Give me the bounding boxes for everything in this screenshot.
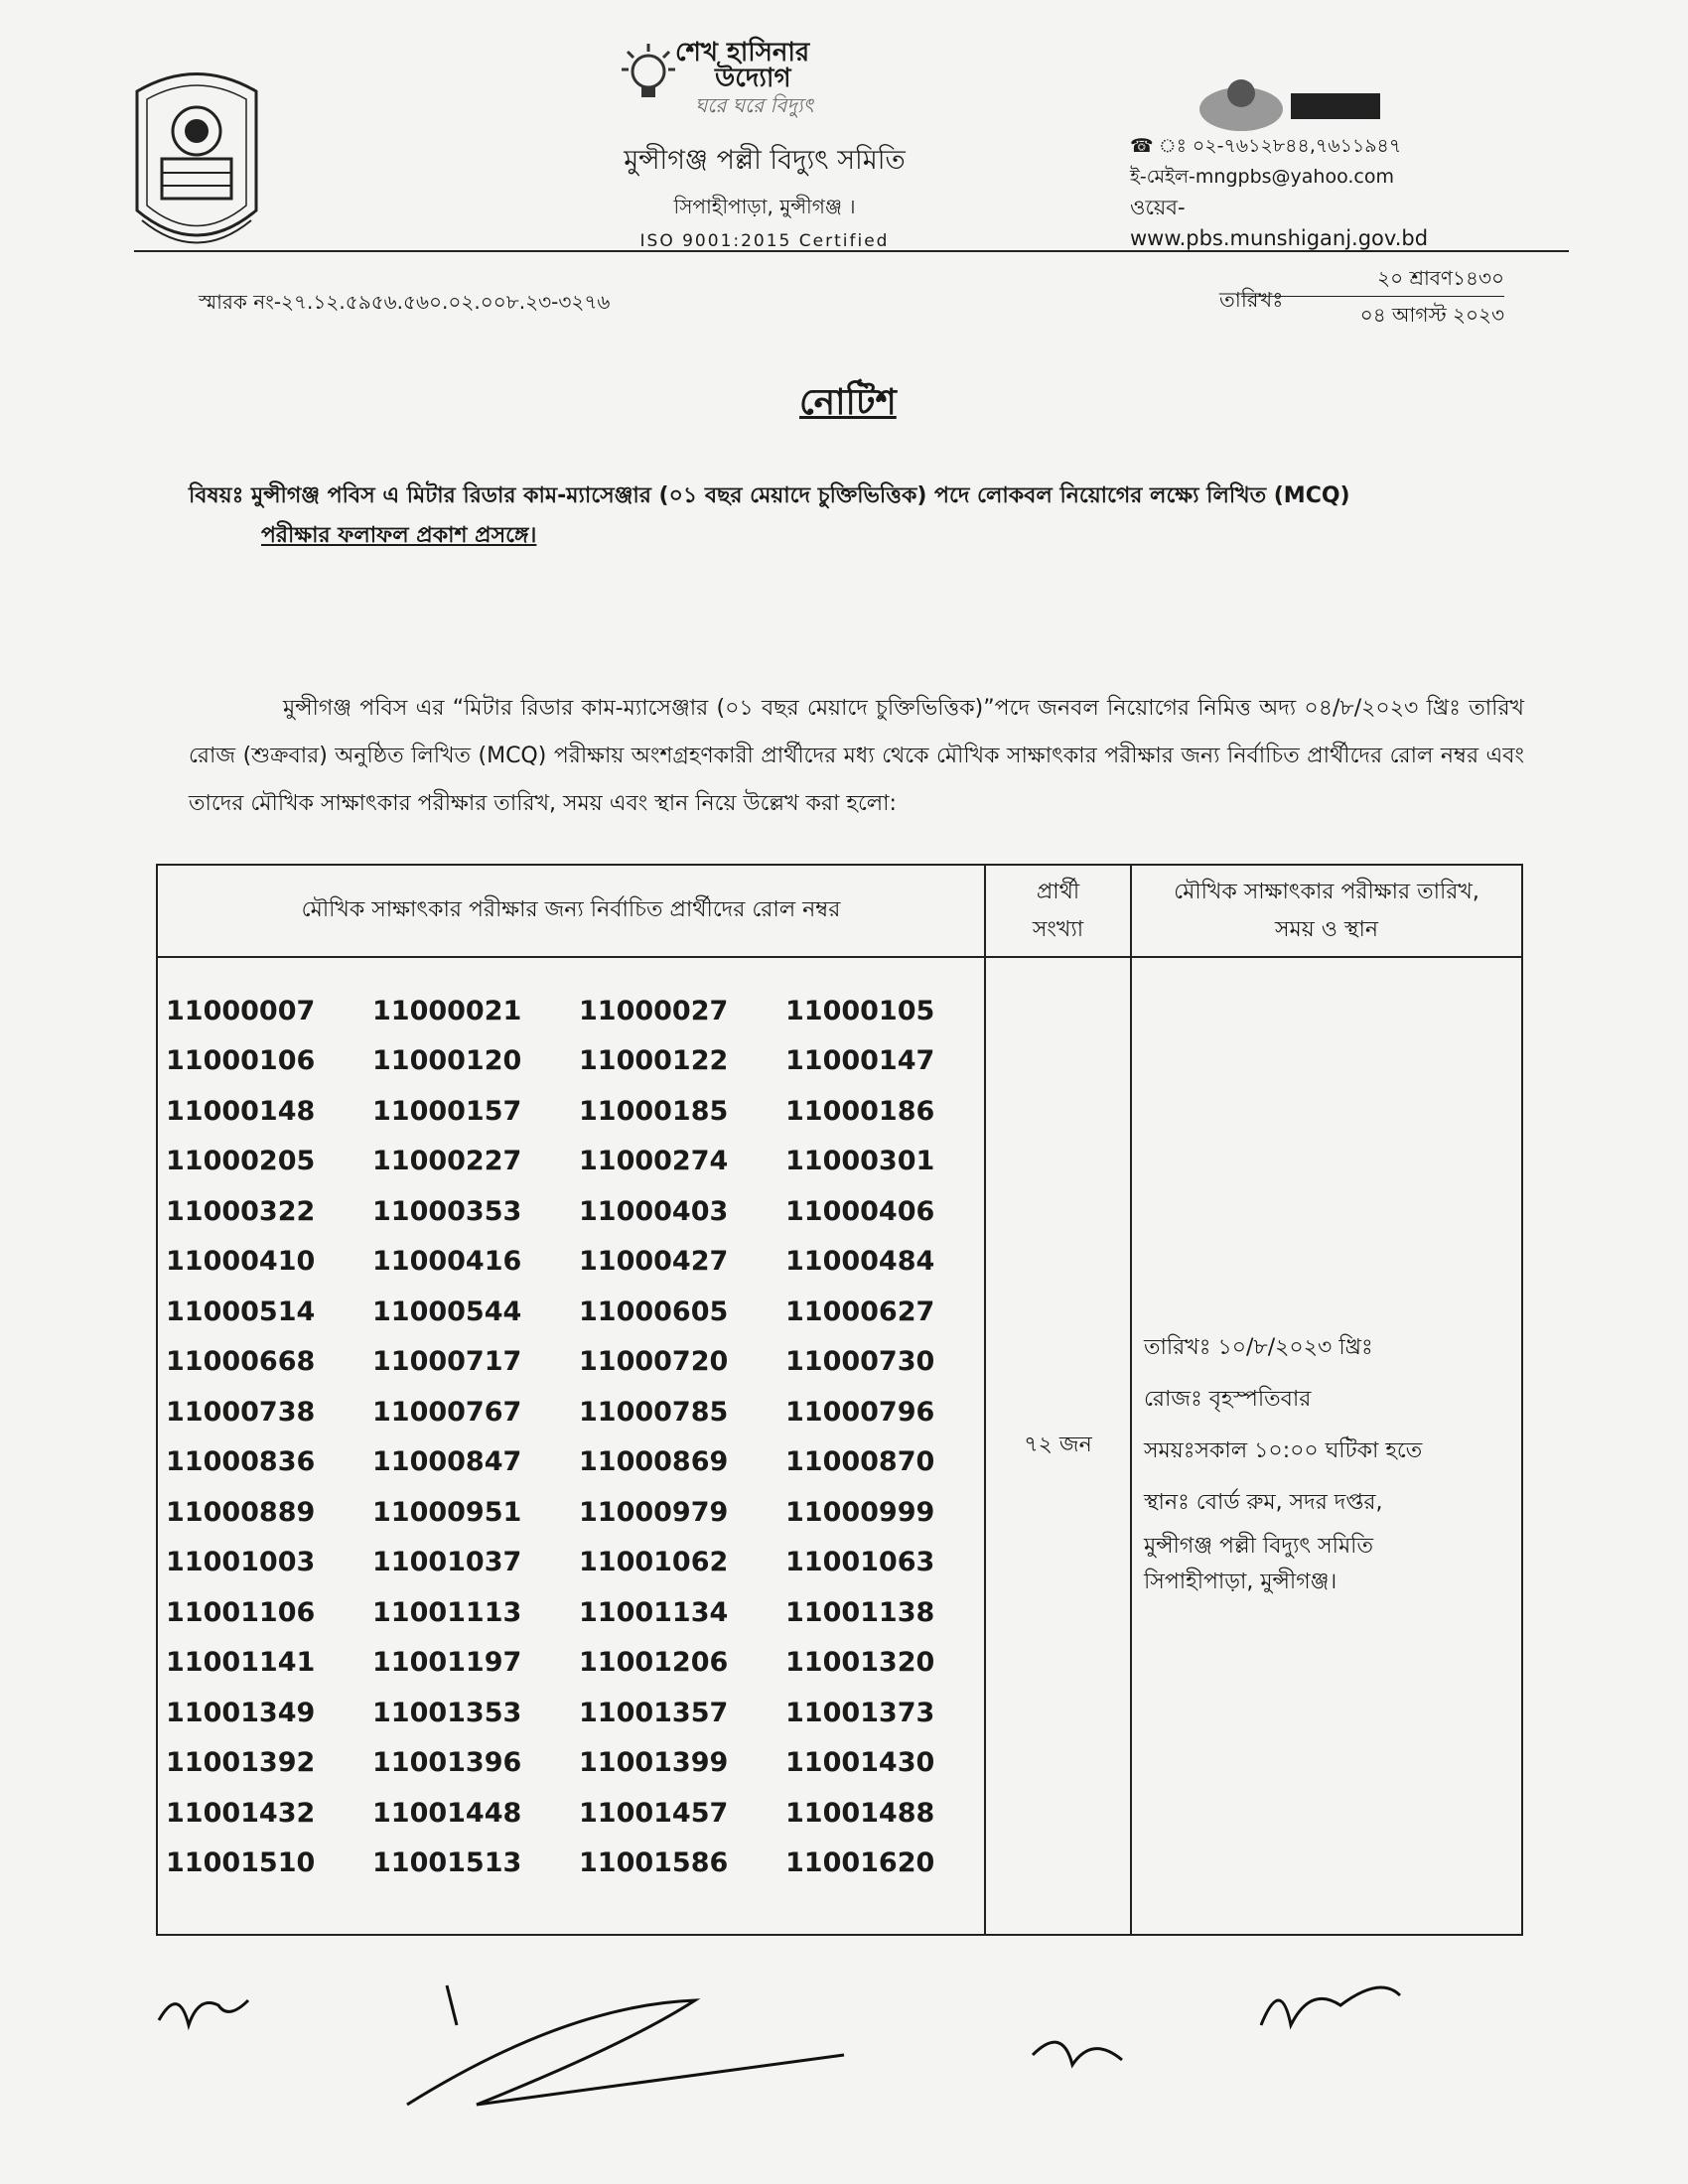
subject-line1: বিষয়ঃ মুন্সীগঞ্জ পবিস এ মিটার রিডার কাম-ম্যাসেঞ্জার (০১ বছর মেয়াদে চুক্তিভিত্তিক) পদে লোকবল নিয়োগের লক্ষ্যে লিখিত (MCQ) [189,483,1350,508]
roll-row [158,1738,984,1789]
viva-day: রোজঃ বৃহস্পতিবার [1144,1386,1312,1412]
roll-number: 11000836 [166,1446,316,1478]
roll-number: 11000889 [166,1496,316,1528]
roll-number: 11000186 [785,1095,935,1127]
roll-number: 11000227 [372,1146,522,1177]
roll-number: 11001197 [372,1647,522,1679]
roll-number: 11001510 [166,1847,316,1879]
roll-number: 11001396 [372,1747,522,1779]
signature-1 [159,2000,248,2025]
roll-row [158,1036,984,1087]
roll-number: 11000027 [579,995,729,1026]
roll-row [158,986,984,1036]
phone-number: ☎ ঃ ০২-৭৬১২৮৪৪,৭৬১১৯৪৭ [1130,135,1402,157]
roll-number: 11000951 [372,1496,522,1528]
roll-number: 11000301 [785,1146,935,1177]
roll-numbers-cell [157,957,985,1935]
roll-row [158,1237,984,1288]
roll-row [158,1287,984,1337]
roll-number: 11000007 [166,995,316,1026]
viva-place-line2: মুন্সীগঞ্জ পল্লী বিদ্যুৎ সমিতি [1144,1533,1373,1559]
roll-number: 11001134 [579,1596,729,1628]
roll-number: 11000668 [166,1346,316,1378]
roll-number: 11000274 [579,1146,729,1177]
viva-info-cell [1131,957,1522,1935]
header-divider [134,250,1569,252]
website-address: ওয়েব- www.pbs.munshiganj.gov.bd [1130,196,1429,250]
roll-row [158,1137,984,1187]
roll-number: 11000403 [579,1195,729,1227]
roll-row [158,1788,984,1839]
roll-number: 11000627 [785,1296,935,1327]
roll-number: 11000514 [166,1296,316,1327]
mujib-borsho-logo [1187,71,1400,131]
roll-number: 11001620 [785,1847,935,1879]
roll-number: 11000999 [785,1496,935,1528]
roll-row [158,1086,984,1137]
roll-number: 11000847 [372,1446,522,1478]
viva-place-line3: সিপাহীপাড়া, মুন্সীগঞ্জ। [1144,1569,1337,1594]
roll-number: 11000120 [372,1045,522,1077]
roll-number: 11000785 [579,1396,729,1428]
roll-number: 11001206 [579,1647,729,1679]
roll-number: 11000730 [785,1346,935,1378]
date-bangla: ২০ শ্রাবণ১৪৩০ [1377,266,1504,290]
roll-number: 11001432 [166,1797,316,1829]
signature-2 [407,1985,844,2105]
header-info-line1: মৌখিক সাক্ষাৎকার পরীক্ষার তারিখ, [1174,879,1479,904]
roll-number: 11001448 [372,1797,522,1829]
roll-number: 11000416 [372,1246,522,1278]
roll-number: 11000021 [372,995,522,1026]
roll-number: 11001320 [785,1647,935,1679]
roll-number: 11001349 [166,1697,316,1728]
roll-row [158,1688,984,1738]
roll-number: 11001430 [785,1747,935,1779]
header-count-line1: প্রার্থী [1036,879,1080,904]
roll-number: 11001353 [372,1697,522,1728]
roll-number: 11001399 [579,1747,729,1779]
signature-3 [1033,2042,1122,2065]
header-info-line2: সময় ও স্থান [1275,916,1378,942]
table-body-row [157,957,1522,1935]
roll-number: 11000322 [166,1195,316,1227]
roll-number: 11001138 [785,1596,935,1628]
roll-row [158,1387,984,1437]
subject [189,477,1519,556]
roll-number: 11001037 [372,1547,522,1578]
roll-row [158,1487,984,1538]
viva-time: সময়ঃসকাল ১০:০০ ঘটিকা হতে [1144,1437,1423,1463]
roll-number: 11000410 [166,1246,316,1278]
roll-number: 11000544 [372,1296,522,1327]
roll-number: 11000157 [372,1095,522,1127]
date-english: ০৪ আগস্ট ২০২৩ [1359,303,1504,327]
roll-number: 11001392 [166,1747,316,1779]
results-table [156,864,1523,1936]
letterhead-center [556,40,973,251]
header-viva-info [1131,865,1522,957]
roll-row [158,1337,984,1388]
roll-number: 11000147 [785,1045,935,1077]
roll-number: 11000717 [372,1346,522,1378]
roll-number: 11000738 [166,1396,316,1428]
slogan-line2: উদ্যোগ [715,64,791,93]
roll-row [158,1638,984,1689]
date-label: তারিখঃ [1219,288,1284,312]
roll-row [158,1538,984,1588]
roll-number: 11000870 [785,1446,935,1478]
email-address: ই-মেইল-mngpbs@yahoo.com [1130,166,1394,188]
roll-number: 11000869 [579,1446,729,1478]
roll-number: 11000484 [785,1246,935,1278]
roll-number: 11000427 [579,1246,729,1278]
roll-number: 11001003 [166,1547,316,1578]
roll-number: 11001062 [579,1547,729,1578]
roll-number: 11000353 [372,1195,522,1227]
roll-number: 11001357 [579,1697,729,1728]
memo-reference: স্মারক নং-২৭.১২.৫৯৫৬.৫৬০.০২.০০৮.২৩-৩২৭৬ [199,290,611,314]
header-roll-numbers: মৌখিক সাক্ষাৎকার পরীক্ষার জন্য নির্বাচিত প্রার্থীদের রোল নম্বর [157,865,985,957]
roll-number: 11001373 [785,1697,935,1728]
roll-number: 11001141 [166,1647,316,1679]
roll-number: 11001513 [372,1847,522,1879]
roll-number: 11000105 [785,995,935,1026]
iso-certification: ISO 9001:2015 Certified [639,231,890,251]
slogan-sub: ঘরে ঘরে বিদ্যুৎ [695,93,814,117]
viva-place-line1: স্থানঃ বোর্ড রুম, সদর দপ্তর, [1144,1489,1383,1515]
roll-number: 11001106 [166,1596,316,1628]
roll-number: 11000106 [166,1045,316,1077]
body-paragraph: মুন্সীগঞ্জ পবিস এর “মিটার রিডার কাম-ম্যাসেঞ্জার (০১ বছর মেয়াদে চুক্তিভিত্তিক)”পদে জনবল নিয়োগের নিমিত্ত অদ্য ০৪/৮/২০২৩ খ্রিঃ তারিখ রোজ (শুক্রবার) অনুষ্ঠিত লিখিত (MCQ) পরীক্ষায় অংশগ্রহণকারী প্রার্থীদের মধ্য থেকে মৌখিক সাক্ষাৎকার পরীক্ষার জন্য নির্বাচিত প্রার্থীদের রোল নম্বর এবং তাদের মৌখিক সাক্ষাৎকার পরীক্ষার তারিখ, সময় এবং স্থান নিয়ে উল্লেখ করা হলো: [189,696,1524,816]
roll-row [158,1587,984,1638]
signature-4 [1261,1987,1400,2025]
header-candidate-count [985,865,1131,957]
roll-number: 11001063 [785,1547,935,1578]
roll-number: 11001586 [579,1847,729,1879]
roll-number: 11000185 [579,1095,729,1127]
org-name: মুন্সীগঞ্জ পল্লী বিদ্যুৎ সমিতি [624,145,906,176]
roll-row [158,1186,984,1237]
roll-number: 11000148 [166,1095,316,1127]
roll-number: 11000720 [579,1346,729,1378]
roll-number: 11001457 [579,1797,729,1829]
roll-number: 11000796 [785,1396,935,1428]
roll-row [158,1839,984,1889]
roll-number: 11000979 [579,1496,729,1528]
roll-number: 11000406 [785,1195,935,1227]
candidate-count: ৭২ জন [985,957,1131,1935]
roll-number: 11001113 [372,1596,522,1628]
signatures [149,1966,1579,2124]
roll-number: 11000122 [579,1045,729,1077]
roll-grid [158,986,984,1888]
org-address: সিপাহীপাড়া, মুন্সীগঞ্জ । [673,195,856,218]
roll-row [158,1437,984,1488]
date-block [1241,260,1504,333]
notice-title: নোটিশ [799,382,897,423]
subject-line2: পরীক্ষার ফলাফল প্রকাশ প্রসঙ্গে। [261,523,537,548]
contact-block [1130,131,1487,254]
pbs-seal-logo [127,62,266,270]
roll-number: 11001488 [785,1797,935,1829]
table-header-row [157,865,1522,957]
roll-number: 11000605 [579,1296,729,1327]
header-count-line2: সংখ্যা [1032,916,1084,942]
roll-number: 11000767 [372,1396,522,1428]
roll-number: 11000205 [166,1146,316,1177]
slogan-line1: শেখ হাসিনার [675,38,810,68]
viva-date: তারিখঃ ১০/৮/২০২৩ খ্রিঃ [1144,1334,1373,1360]
